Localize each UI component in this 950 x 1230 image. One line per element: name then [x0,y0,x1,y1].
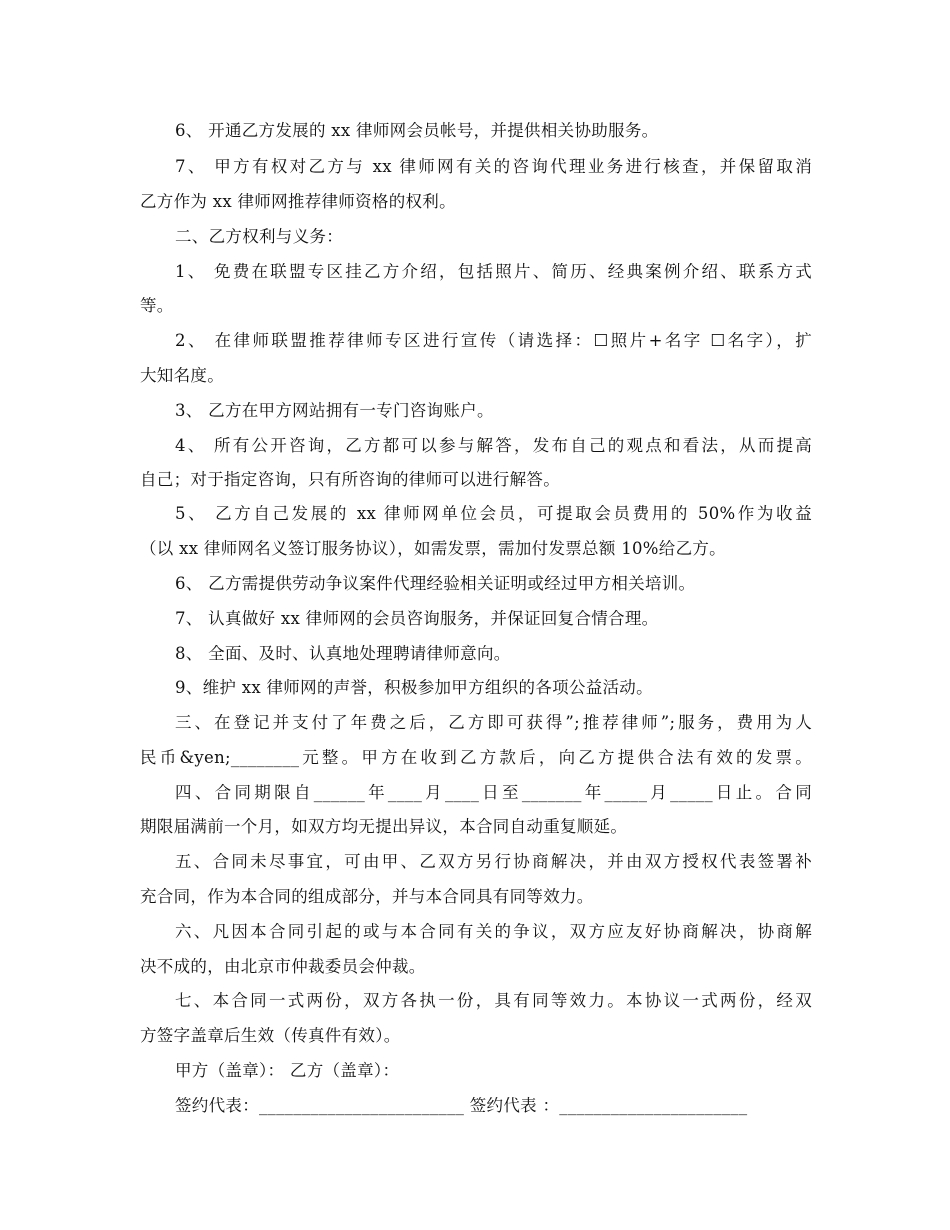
section-four: 四、合同期限自______年____月____日至_______年_____月_____日止。合同 [175,783,812,802]
clause-b1: 1、 免费在联盟专区挂乙方介绍，包括照片、简历、经典案例介绍、联系方式 [175,262,812,281]
clause-b3: 3、 乙方在甲方网站拥有一专门咨询账户。 [175,401,494,420]
section-six: 六、凡因本合同引起的或与本合同有关的争议，双方应友好协商解决，协商解 [175,922,812,941]
clause-a7-cont: 乙方作为 xx 律师网推荐律师资格的权利。 [140,192,456,211]
clause-b2-cont: 大知名度。 [140,366,224,385]
section-heading-party-b: 二、乙方权利与义务： [175,227,343,246]
clause-a7: 7、 甲方有权对乙方与 xx 律师网有关的咨询代理业务进行核查，并保留取消 [175,157,812,176]
seal-line: 甲方（盖章）： 乙方（盖章）： [175,1061,400,1080]
clause-b8: 8、 全面、及时、认真地处理聘请律师意向。 [175,644,511,663]
clause-b1-cont: 等。 [140,296,174,315]
section-seven: 七、本合同一式两份，双方各执一份，具有同等效力。本协议一式两份，经双 [175,991,812,1010]
signature-line: 签约代表：________________________ 签约代表 ：______________________ [175,1096,748,1115]
clause-b7: 7、 认真做好 xx 律师网的会员咨询服务，并保证回复合情合理。 [175,609,659,628]
clause-b4: 4、 所有公开咨询，乙方都可以参与解答，发布自己的观点和看法，从而提高 [175,436,812,455]
clause-b5: 5、 乙方自己发展的 xx 律师网单位会员，可提取会员费用的 50%作为收益 [175,504,812,523]
section-four-cont: 期限届满前一个月，如双方均无提出异议，本合同自动重复顺延。 [140,817,628,836]
section-seven-cont: 方签字盖章后生效（传真件有效）。 [140,1026,401,1045]
clause-a6: 6、 开通乙方发展的 xx 律师网会员帐号，并提供相关协助服务。 [175,121,659,140]
section-three: 三、在登记并支付了年费之后，乙方即可获得”;推荐律师”;服务，费用为人 [175,713,812,732]
clause-b2: 2、 在律师联盟推荐律师专区进行宣传（请选择：☐照片+名字 ☐名字），扩 [175,331,812,350]
clause-b5-cont: （以 xx 律师网名义签订服务协议），如需发票，需加付发票总额 10%给乙方。 [140,539,726,558]
section-five-cont: 充合同，作为本合同的组成部分，并与本合同具有同等效力。 [140,887,594,906]
clause-b6: 6、 乙方需提供劳动争议案件代理经验相关证明或经过甲方相关培训。 [175,574,696,593]
clause-b9: 9、维护 xx 律师网的声誉，积极参加甲方组织的各项公益活动。 [175,678,653,697]
section-three-cont: 民币&yen;________元整。甲方在收到乙方款后，向乙方提供合法有效的发票。 [140,748,812,767]
clause-b4-cont: 自己；对于指定咨询，只有所咨询的律师可以进行解答。 [140,470,560,489]
section-five: 五、合同未尽事宜，可由甲、乙双方另行协商解决，并由双方授权代表签署补 [175,852,812,871]
section-six-cont: 决不成的，由北京市仲裁委员会仲裁。 [140,957,426,976]
